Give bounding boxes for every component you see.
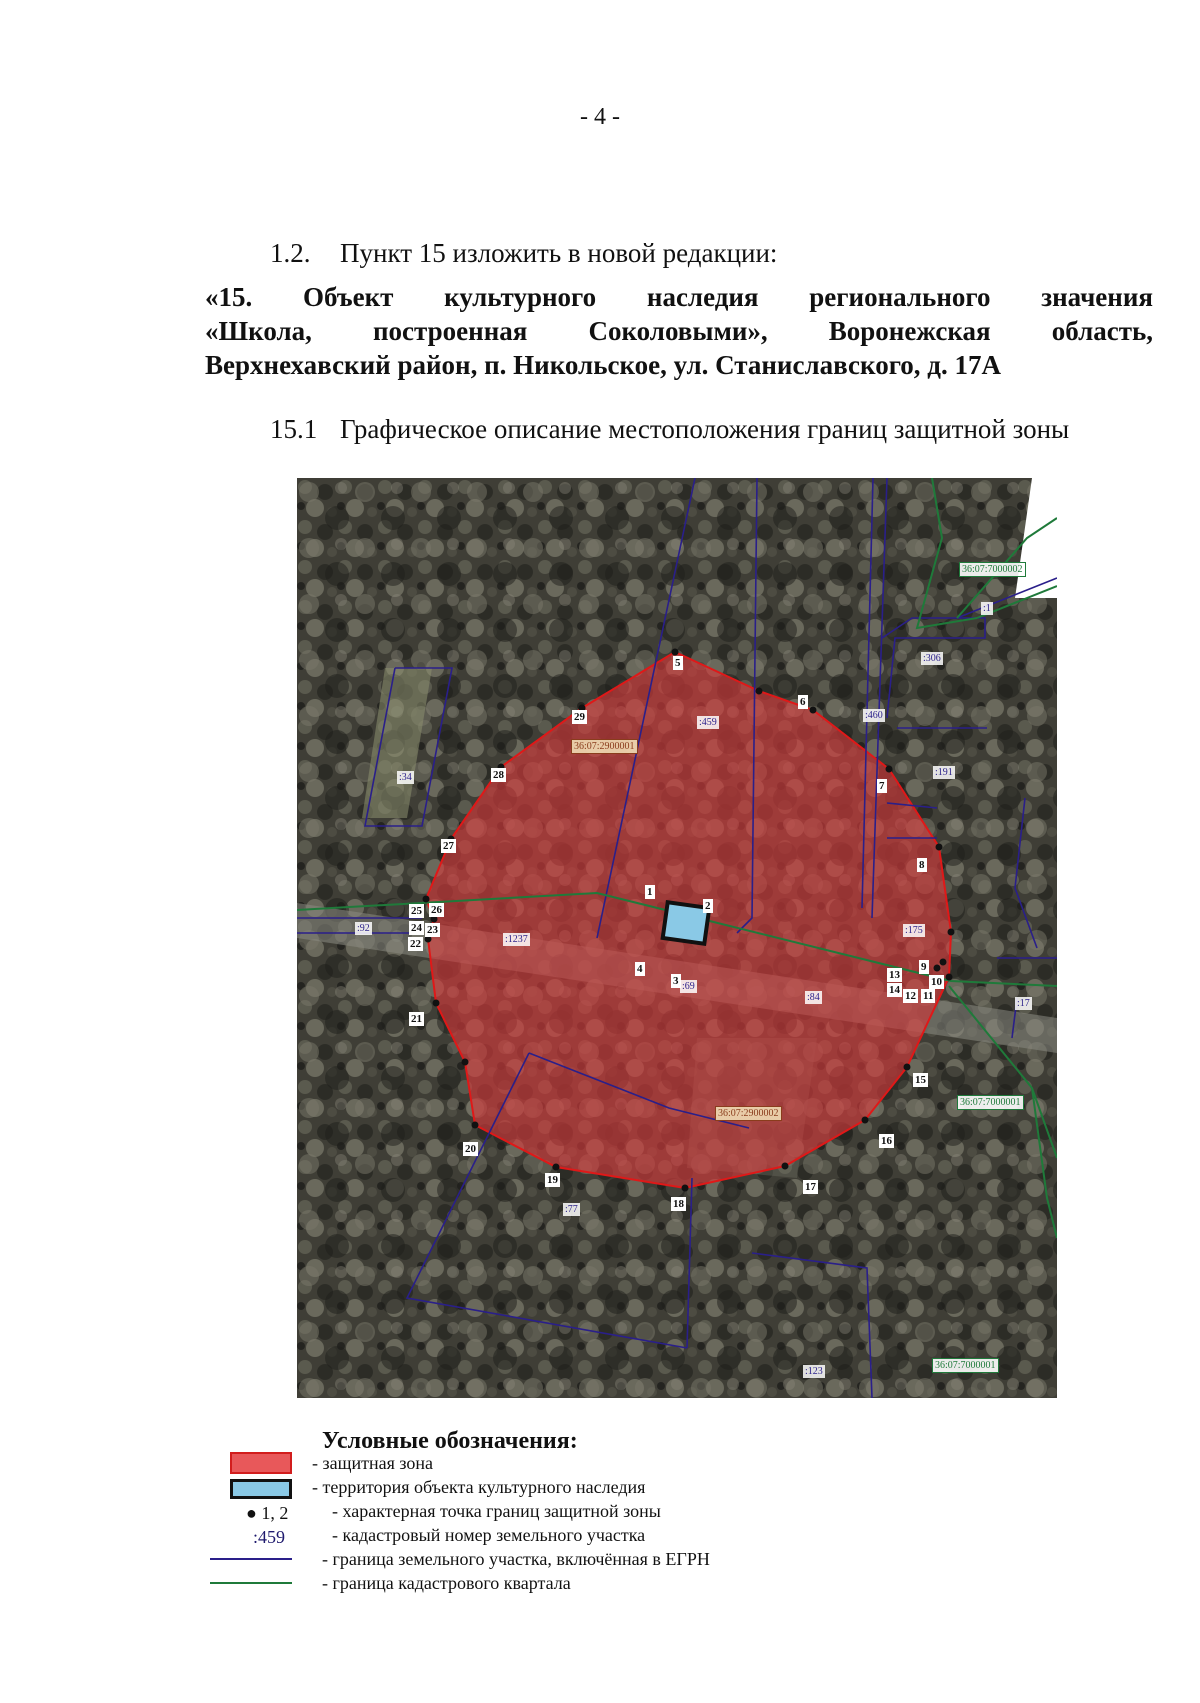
cadastral-quarter-label: 36:07:2900001 bbox=[571, 739, 638, 754]
paragraph-text: Пункт 15 изложить в новой редакции: bbox=[340, 238, 778, 268]
legend-cadastral-symbol: :459 bbox=[253, 1527, 286, 1547]
boundary-point-label-25: 25 bbox=[411, 905, 422, 917]
heading-line: Верхнехавский район, п. Никольское, ул. Станиславского, д. 17А bbox=[205, 350, 1001, 380]
legend-object-swatch bbox=[230, 1479, 292, 1499]
heading-line: «Школа, построенная Соколовыми», Воронежская область, bbox=[205, 316, 1153, 346]
paragraph-text: Графическое описание местоположения границ защитной зоны bbox=[340, 414, 1070, 444]
cadastral-number-label: :191 bbox=[935, 767, 953, 778]
boundary-point-label-1: 1 bbox=[647, 886, 653, 898]
boundary-point-label-16: 16 bbox=[881, 1135, 892, 1147]
boundary-point-label-14: 14 bbox=[889, 984, 900, 996]
boundary-point-label-11: 11 bbox=[923, 990, 934, 1002]
boundary-point-label-13: 13 bbox=[889, 969, 900, 981]
page-number: - 4 - bbox=[580, 104, 620, 130]
legend-item: - характерная точка границ защитной зоны bbox=[332, 1501, 661, 1521]
legend-parcel-line bbox=[210, 1558, 292, 1560]
cadastral-quarter-label: 36:07:7000001 bbox=[957, 1095, 1024, 1110]
object-heading bbox=[205, 280, 1153, 382]
boundary-point-label-17: 17 bbox=[805, 1181, 816, 1193]
cadastral-number-label: :123 bbox=[805, 1366, 823, 1377]
paragraph-number: 15.1 bbox=[270, 414, 318, 444]
boundary-point-label-28: 28 bbox=[493, 769, 504, 781]
paragraph-1-2 bbox=[270, 236, 777, 270]
legend-item: - граница земельного участка, включённая в ЕГРН bbox=[322, 1549, 710, 1569]
legend-title: Условные обозначения: bbox=[322, 1428, 578, 1454]
legend-zone-swatch bbox=[230, 1452, 292, 1474]
legend-item: - граница кадастрового квартала bbox=[322, 1573, 571, 1593]
cadastral-number-label: :92 bbox=[357, 923, 370, 934]
legend-point-symbol: ● 1, 2 bbox=[246, 1503, 289, 1523]
cadastral-number-label: :34 bbox=[399, 772, 412, 783]
legend-quarter-line bbox=[210, 1582, 292, 1584]
cadastral-number-label: :460 bbox=[865, 710, 883, 721]
boundary-point-label-3: 3 bbox=[673, 975, 679, 987]
boundary-point-label-12: 12 bbox=[905, 990, 916, 1002]
boundary-point-label-8: 8 bbox=[919, 859, 925, 871]
cadastral-quarter-label: 36:07:7000001 bbox=[932, 1358, 999, 1373]
boundary-point-label-5: 5 bbox=[675, 657, 681, 669]
cadastral-number-label: :306 bbox=[923, 653, 941, 664]
cadastral-quarter-label: 36:07:7000002 bbox=[959, 562, 1026, 577]
paragraph-15-1 bbox=[270, 412, 1069, 446]
legend-item: - территория объекта культурного наследия bbox=[312, 1477, 646, 1497]
boundary-point-label-22: 22 bbox=[410, 938, 421, 950]
paragraph-number: 1.2. bbox=[270, 238, 311, 268]
boundary-point-label-29: 29 bbox=[574, 711, 585, 723]
cadastral-number-label: :69 bbox=[682, 981, 695, 992]
legend-item: - кадастровый номер земельного участка bbox=[332, 1525, 646, 1545]
boundary-point-label-7: 7 bbox=[879, 780, 885, 792]
boundary-point-label-23: 23 bbox=[427, 924, 438, 936]
boundary-point-label-19: 19 bbox=[547, 1174, 558, 1186]
boundary-point-label-21: 21 bbox=[411, 1013, 422, 1025]
cadastral-number-label: :77 bbox=[565, 1204, 578, 1215]
boundary-point-label-18: 18 bbox=[673, 1198, 684, 1210]
cadastral-number-label: :1237 bbox=[505, 934, 528, 945]
boundary-point-label-2: 2 bbox=[705, 900, 711, 912]
boundary-point-label-10: 10 bbox=[931, 976, 942, 988]
cadastral-number-label: :84 bbox=[807, 992, 820, 1003]
boundary-point-label-4: 4 bbox=[637, 963, 643, 975]
boundary-point-label-27: 27 bbox=[443, 840, 454, 852]
cadastral-number-label: :459 bbox=[699, 717, 717, 728]
boundary-point-label-20: 20 bbox=[465, 1143, 476, 1155]
boundary-point-label-15: 15 bbox=[915, 1074, 926, 1086]
boundary-point-label-26: 26 bbox=[431, 904, 442, 916]
cadastral-quarter-label: 36:07:2900002 bbox=[715, 1106, 782, 1121]
heading-line: «15. Объект культурного наследия регионального значения bbox=[205, 282, 1153, 312]
legend-item: - защитная зона bbox=[312, 1453, 433, 1473]
cadastral-number-label: :17 bbox=[1017, 998, 1030, 1009]
cadastral-number-label: :175 bbox=[905, 925, 923, 936]
protective-zone-map bbox=[297, 478, 1057, 1398]
cadastral-number-label: :1 bbox=[983, 603, 991, 614]
boundary-point-label-9: 9 bbox=[921, 961, 927, 973]
boundary-point-label-24: 24 bbox=[411, 922, 422, 934]
boundary-point-label-6: 6 bbox=[800, 696, 806, 708]
